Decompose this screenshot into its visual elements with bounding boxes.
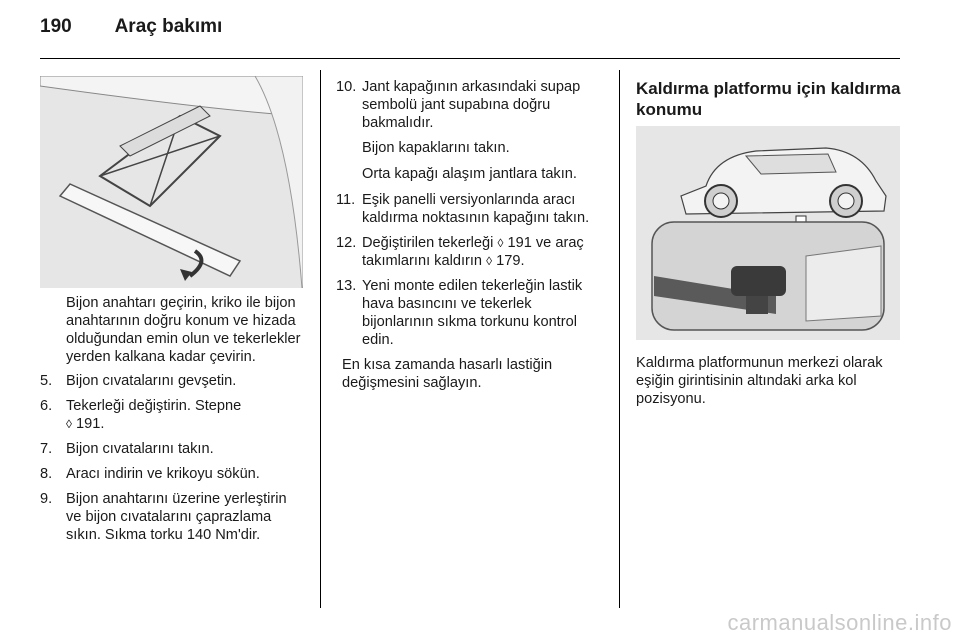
- ref-link[interactable]: 179.: [496, 253, 525, 269]
- page-title: Araç bakımı: [114, 16, 223, 37]
- ref-link[interactable]: 191 ve araç takımlarını kaldırın: [362, 235, 584, 269]
- column-3-caption-block: [636, 354, 906, 416]
- page-number: 190: [40, 16, 72, 37]
- list-item-8: 8. Aracı indirin ve krikoyu sökün.: [40, 466, 260, 482]
- list-item-12: 12. Değiştirilen tekerleği ◊ 191 ve araç takımlarını kaldırın ◊ 179.: [336, 235, 584, 269]
- column-divider-1: [320, 70, 321, 608]
- list-item-6: 6. Tekerleği değiştirin. Stepne ◊ 191.: [40, 398, 242, 432]
- section-heading: Kaldırma platformu için kaldırma konumu: [636, 79, 901, 119]
- column-1: [40, 294, 305, 551]
- sub-step-2: Orta kapağı alaşım jantlara takın.: [362, 166, 577, 182]
- column-divider-2: [619, 70, 620, 608]
- ref-arrow-icon: ◊: [497, 236, 504, 250]
- ref-arrow-icon: ◊: [486, 254, 493, 268]
- list-item-11: 11. Eşik panelli versiyonlarında aracı kaldırma noktasının kapağını takın.: [336, 192, 590, 226]
- figure-caption: Kaldırma platformunun merkezi olarak eşiğin girintisinin altındaki arka kol pozisyonu.: [636, 355, 883, 407]
- sub-step-1: Bijon kapaklarını takın.: [362, 140, 510, 156]
- column-3: [636, 78, 904, 128]
- intro-paragraph: Bijon anahtarı geçirin, kriko ile bijon anahtarının doğru konum ve hizada olduğundan emin olun ve tekerlekler yerden kalkana kadar çevirin.: [66, 295, 301, 365]
- list-item-9: 9. Bijon anahtarını üzerine yerleştirin ve bijon cıvatalarını çaprazlama sıkın. Sıkma torku 140 Nm'dir.: [40, 491, 287, 543]
- ref-arrow-icon: ◊: [66, 417, 72, 431]
- list-item-13: 13. Yeni monte edilen tekerleğin lastik hava basıncını ve tekerlek bijonlarının sıkma torkunu kontrol edin.: [336, 278, 583, 348]
- page-header: [40, 16, 222, 38]
- list-item-10: 10. Jant kapağının arkasındaki supap sembolü jant supabına doğru bakmalıdır.: [336, 79, 581, 131]
- list-item-5: 5. Bijon cıvatalarını gevşetin.: [40, 373, 237, 389]
- lift-point-illustration: [636, 126, 900, 340]
- header-rule: [40, 58, 900, 59]
- column-2: [336, 78, 604, 400]
- jack-illustration: [40, 76, 303, 288]
- ref-link[interactable]: 191.: [76, 416, 105, 432]
- watermark: carmanualsonline.info: [727, 610, 952, 635]
- closing-paragraph: En kısa zamanda hasarlı lastiğin değişmesini sağlayın.: [342, 357, 553, 391]
- list-item-7: 7. Bijon cıvatalarını takın.: [40, 441, 214, 457]
